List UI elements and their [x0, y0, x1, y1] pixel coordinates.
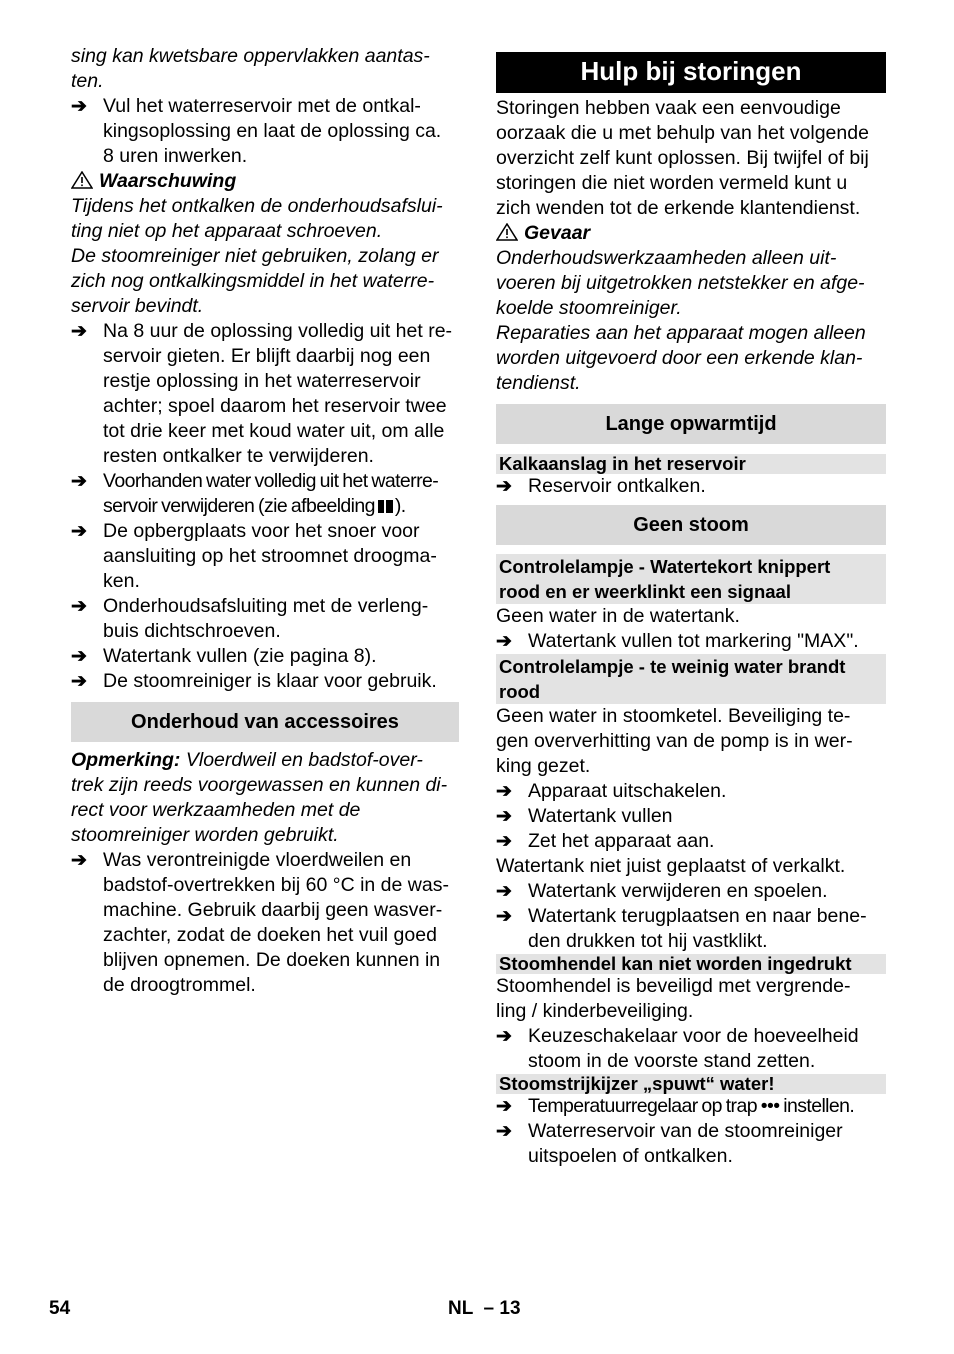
warning-triangle-icon [496, 223, 518, 241]
arrow-right-icon: ➔ [496, 1121, 512, 1142]
intro-line: oorzaak die u met behulp van het volgende [496, 122, 869, 144]
intro-line: Storingen hebben vaak een eenvoudige [496, 97, 841, 119]
list-item: ➔ Watertank vullen (zie pagina 8). [71, 645, 377, 667]
arrow-right-icon: ➔ [496, 631, 512, 652]
arrow-right-icon: ➔ [71, 321, 87, 342]
cause-text: gen oververhitting van de pomp is in wer- [496, 730, 853, 752]
subsection-heading: Stoomhendel kan niet worden ingedrukt [496, 954, 886, 974]
arrow-right-icon: ➔ [71, 471, 87, 492]
language-page-label: NL – 13 [448, 1298, 521, 1319]
list-item: ➔ Waterreservoir van de stoomreiniger uitspoelen of ontkalken. [496, 1120, 843, 1167]
arrow-right-icon: ➔ [71, 521, 87, 542]
cause-text: Watertank niet juist geplaatst of verkalkt. [496, 855, 846, 877]
arrow-right-icon: ➔ [71, 96, 87, 117]
section-heading: Onderhoud van accessoires [71, 702, 459, 742]
intro-line: sing kan kwetsbare oppervlakken aantas- [71, 45, 430, 67]
note-line: Opmerking: Vloerdweil en badstof-over- [71, 749, 423, 771]
arrow-right-icon: ➔ [496, 906, 512, 927]
subsection-heading: Kalkaanslag in het reservoir [496, 454, 886, 474]
note-line: stoomreiniger worden gebruikt. [71, 824, 339, 846]
danger-line: Reparaties aan het apparaat mogen alleen [496, 322, 866, 344]
danger-line: worden uitgevoerd door een erkende klan- [496, 347, 863, 369]
intro-line: overzicht zelf kunt oplossen. Bij twijfel of bij [496, 147, 869, 169]
left-column [71, 44, 459, 998]
warning-line: De stoomreiniger niet gebruiken, zolang er [71, 245, 439, 267]
cause-text: king gezet. [496, 755, 591, 777]
list-item: ➔ Watertank vullen [496, 805, 673, 827]
warning-line: servoir bevindt. [71, 295, 204, 317]
arrow-right-icon: ➔ [496, 881, 512, 902]
cause-text: Stoomhendel is beveiligd met vergrende- [496, 975, 851, 997]
danger-line: tendienst. [496, 372, 581, 394]
section-heading: Lange opwarmtijd [496, 404, 886, 444]
warning-triangle-icon [71, 171, 93, 189]
subsection-heading: Stoomstrijkijzer „spuwt“ water! [496, 1074, 886, 1094]
arrow-right-icon: ➔ [496, 476, 512, 497]
danger-line: Onderhoudswerkzaamheden alleen uit- [496, 247, 837, 269]
list-item: ➔ Onderhoudsafsluiting met de verleng- buis dichtschroeven. [71, 595, 429, 642]
intro-line: ten. [71, 70, 104, 92]
list-item: ➔ De opbergplaats voor het snoer voor aansluiting op het stroomnet droogma- ken. [71, 520, 437, 592]
warning-heading [71, 169, 459, 194]
arrow-right-icon: ➔ [71, 646, 87, 667]
danger-line: voeren bij uitgetrokken netstekker en afge- [496, 272, 865, 294]
list-item: ➔ Watertank verwijderen en spoelen. [496, 880, 828, 902]
danger-line: koelde stoomreiniger. [496, 297, 682, 319]
warning-line: ting niet op het apparaat schroeven. [71, 220, 383, 242]
page-number: 54 [49, 1298, 71, 1319]
intro-line: storingen die niet worden vermeld kunt u [496, 172, 848, 194]
section-heading: Geen stoom [496, 505, 886, 545]
danger-label: Gevaar [524, 222, 591, 244]
arrow-right-icon: ➔ [71, 671, 87, 692]
list-item: ➔ Na 8 uur de oplossing volledig uit het re- servoir gieten. Er blijft daarbij nog een restje oplossing in het waterreservoir achter; spoel daarom het reservoir twee tot drie keer met koud water uit, om alle resten ontkalker te verwijderen. [71, 320, 453, 467]
arrow-right-icon: ➔ [71, 850, 87, 871]
arrow-right-icon: ➔ [496, 831, 512, 852]
chapter-title: Hulp bij storingen [496, 52, 886, 93]
list-item: ➔ Apparaat uitschakelen. [496, 780, 727, 802]
warning-line: zich nog ontkalkingsmiddel in het waterre- [71, 270, 435, 292]
arrow-right-icon: ➔ [71, 596, 87, 617]
cause-text: ling / kinderbeveiliging. [496, 1000, 694, 1022]
cause-text: Geen water in stoomketel. Beveiliging te- [496, 705, 851, 727]
right-column [496, 44, 886, 1169]
list-item: ➔ Voorhanden water volledig uit het waterre- servoir verwijderen (zie afbeelding ). [71, 470, 439, 517]
list-item: ➔ Reservoir ontkalken. [496, 475, 706, 497]
warning-line: Tijdens het ontkalken de onderhoudsafslui- [71, 195, 443, 217]
arrow-right-icon: ➔ [496, 806, 512, 827]
warning-label: Waarschuwing [99, 170, 237, 192]
arrow-right-icon: ➔ [496, 781, 512, 802]
subsection-heading: Controlelampje - te weinig water brandt rood [496, 654, 886, 704]
arrow-right-icon: ➔ [496, 1026, 512, 1047]
list-item: ➔ Watertank vullen tot markering "MAX". [496, 630, 859, 652]
list-item: ➔ De stoomreiniger is klaar voor gebruik. [71, 670, 437, 692]
figure-ref-icon [378, 500, 393, 513]
list-item: ➔ Zet het apparaat aan. [496, 830, 715, 852]
note-line: rect voor werkzaamheden met de [71, 799, 361, 821]
intro-line: zich wenden tot de erkende klantendienst. [496, 197, 861, 219]
list-item: ➔ Temperatuurregelaar op trap ••• instellen. [496, 1095, 855, 1117]
danger-heading [496, 221, 886, 246]
list-item: ➔ Was verontreinigde vloerdweilen en badstof-overtrekken bij 60 °C in de was- machine. Gebruik daarbij geen wasver- zachter, zodat de doeken het vuil goed blijven opnemen. De doeken kunnen in de droogtrommel. [71, 849, 449, 996]
note-line: trek zijn reeds voorgewassen en kunnen di- [71, 774, 448, 796]
list-item: ➔ Vul het waterreservoir met de ontkal- kingsoplossing en laat de oplossing ca. 8 uren inwerken. [71, 95, 442, 167]
list-item: ➔ Keuzeschakelaar voor de hoeveelheid stoom in de voorste stand zetten. [496, 1025, 859, 1072]
arrow-right-icon: ➔ [496, 1096, 512, 1117]
subsection-heading: Controlelampje - Watertekort knippert rood en er weerklinkt een signaal [496, 554, 886, 604]
list-item: ➔ Watertank terugplaatsen en naar bene- den drukken tot hij vastklikt. [496, 905, 867, 952]
cause-text: Geen water in de watertank. [496, 605, 740, 627]
